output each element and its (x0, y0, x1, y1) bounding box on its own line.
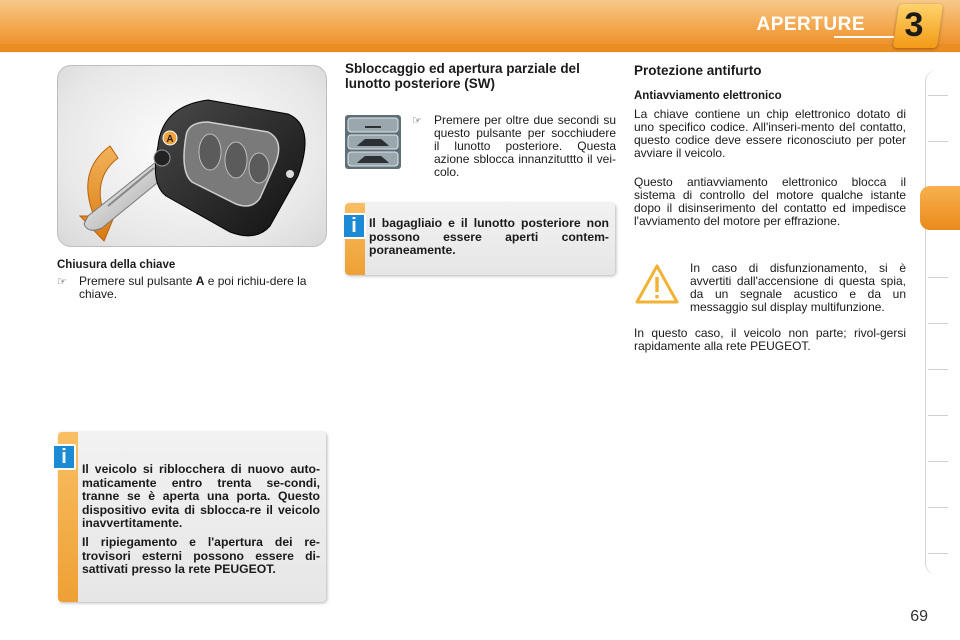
warning-picture (634, 262, 680, 308)
hand-pointer-icon: ☞ (412, 115, 422, 127)
chapter-tab-active[interactable] (920, 186, 960, 230)
rear-window-instruction (412, 114, 616, 179)
tab-divider (928, 141, 948, 142)
tab-divider (928, 369, 948, 370)
tab-divider (928, 461, 948, 462)
tab-divider (928, 95, 948, 96)
chapter-number: 3 (904, 6, 924, 44)
chapter-title: APERTURE (756, 14, 865, 35)
header-fade (0, 44, 960, 54)
warning-text: In caso di disfunzionamento, si è avvertiti dall'accensione di questa spia, da un segnale acustico e da un messaggio sul display multifunzione. (690, 261, 906, 314)
header-accent-line (834, 36, 894, 38)
tab-divider (928, 277, 948, 278)
immobiliser-para2: Questo antiavviamento elettronico blocca il sistema di controllo del motore qualche istante dopo il disinserimento del contatto ed impedisce l'avviamento del motore per effrazione. (634, 175, 906, 228)
info-mirrors-text: Il ripiegamento e l'apertura dei re-trovisori esterni possono essere di-sattivati presso la rete PEUGEOT. (82, 535, 320, 576)
info-box-tailgate (345, 203, 615, 275)
closing-instruction (57, 275, 327, 301)
key-button-label: A (166, 134, 174, 145)
rear-window-text: Premere per oltre due secondi su questo pulsante per socchiudere il lunotto posteriore. Questa azione sblocca innanzituttto il vei-colo. (434, 113, 616, 179)
rear-window-heading: Sbloccaggio ed apertura parziale del lunotto posteriore (SW) (345, 61, 580, 91)
rear-window-button-icon (345, 115, 401, 169)
anti-theft-heading: Protezione antifurto (634, 63, 762, 78)
hand-pointer-icon: ☞ (57, 276, 67, 288)
folding-key-icon (58, 66, 326, 246)
tab-divider (928, 415, 948, 416)
key-illustration (57, 65, 327, 247)
closing-text-after: e poi richiu-dere la chiave. (79, 274, 307, 301)
tab-divider (928, 553, 948, 554)
info-icon: i (342, 213, 366, 239)
tab-divider (928, 323, 948, 324)
tab-divider (928, 507, 948, 508)
immobiliser-para3: In questo caso, il veicolo non parte; rivol-gersi rapidamente alla rete PEUGEOT. (634, 326, 906, 353)
info-icon: i (52, 444, 76, 470)
info-box-relock (58, 432, 326, 602)
info-tailgate-text: Il bagagliaio e il lunotto posteriore non possono essere aperti contem-poraneamente. (369, 216, 609, 257)
info-relock-text: Il veicolo si riblocchera di nuovo auto-maticamente entro trenta se-condi, tranne se è aperta una porta. Questo dispositivo evita di sblocca-re il veicolo inavvertitamente. (82, 462, 320, 530)
rear-window-button-picture (345, 115, 401, 169)
warning-triangle-icon (634, 262, 680, 308)
closing-heading: Chiusura della chiave (57, 259, 176, 271)
page-number: 69 (910, 608, 928, 625)
immobiliser-para1: La chiave contiene un chip elettronico dotato di uno specifico codice. All'inseri-mento del contatto, questo codice deve essere riconosciuto per poter avviare il veicolo. (634, 107, 906, 160)
closing-button-letter: A (195, 274, 205, 288)
closing-text-before: Premere sul pulsante (79, 274, 196, 288)
immobiliser-subheading: Antiavviamento elettronico (634, 90, 782, 102)
